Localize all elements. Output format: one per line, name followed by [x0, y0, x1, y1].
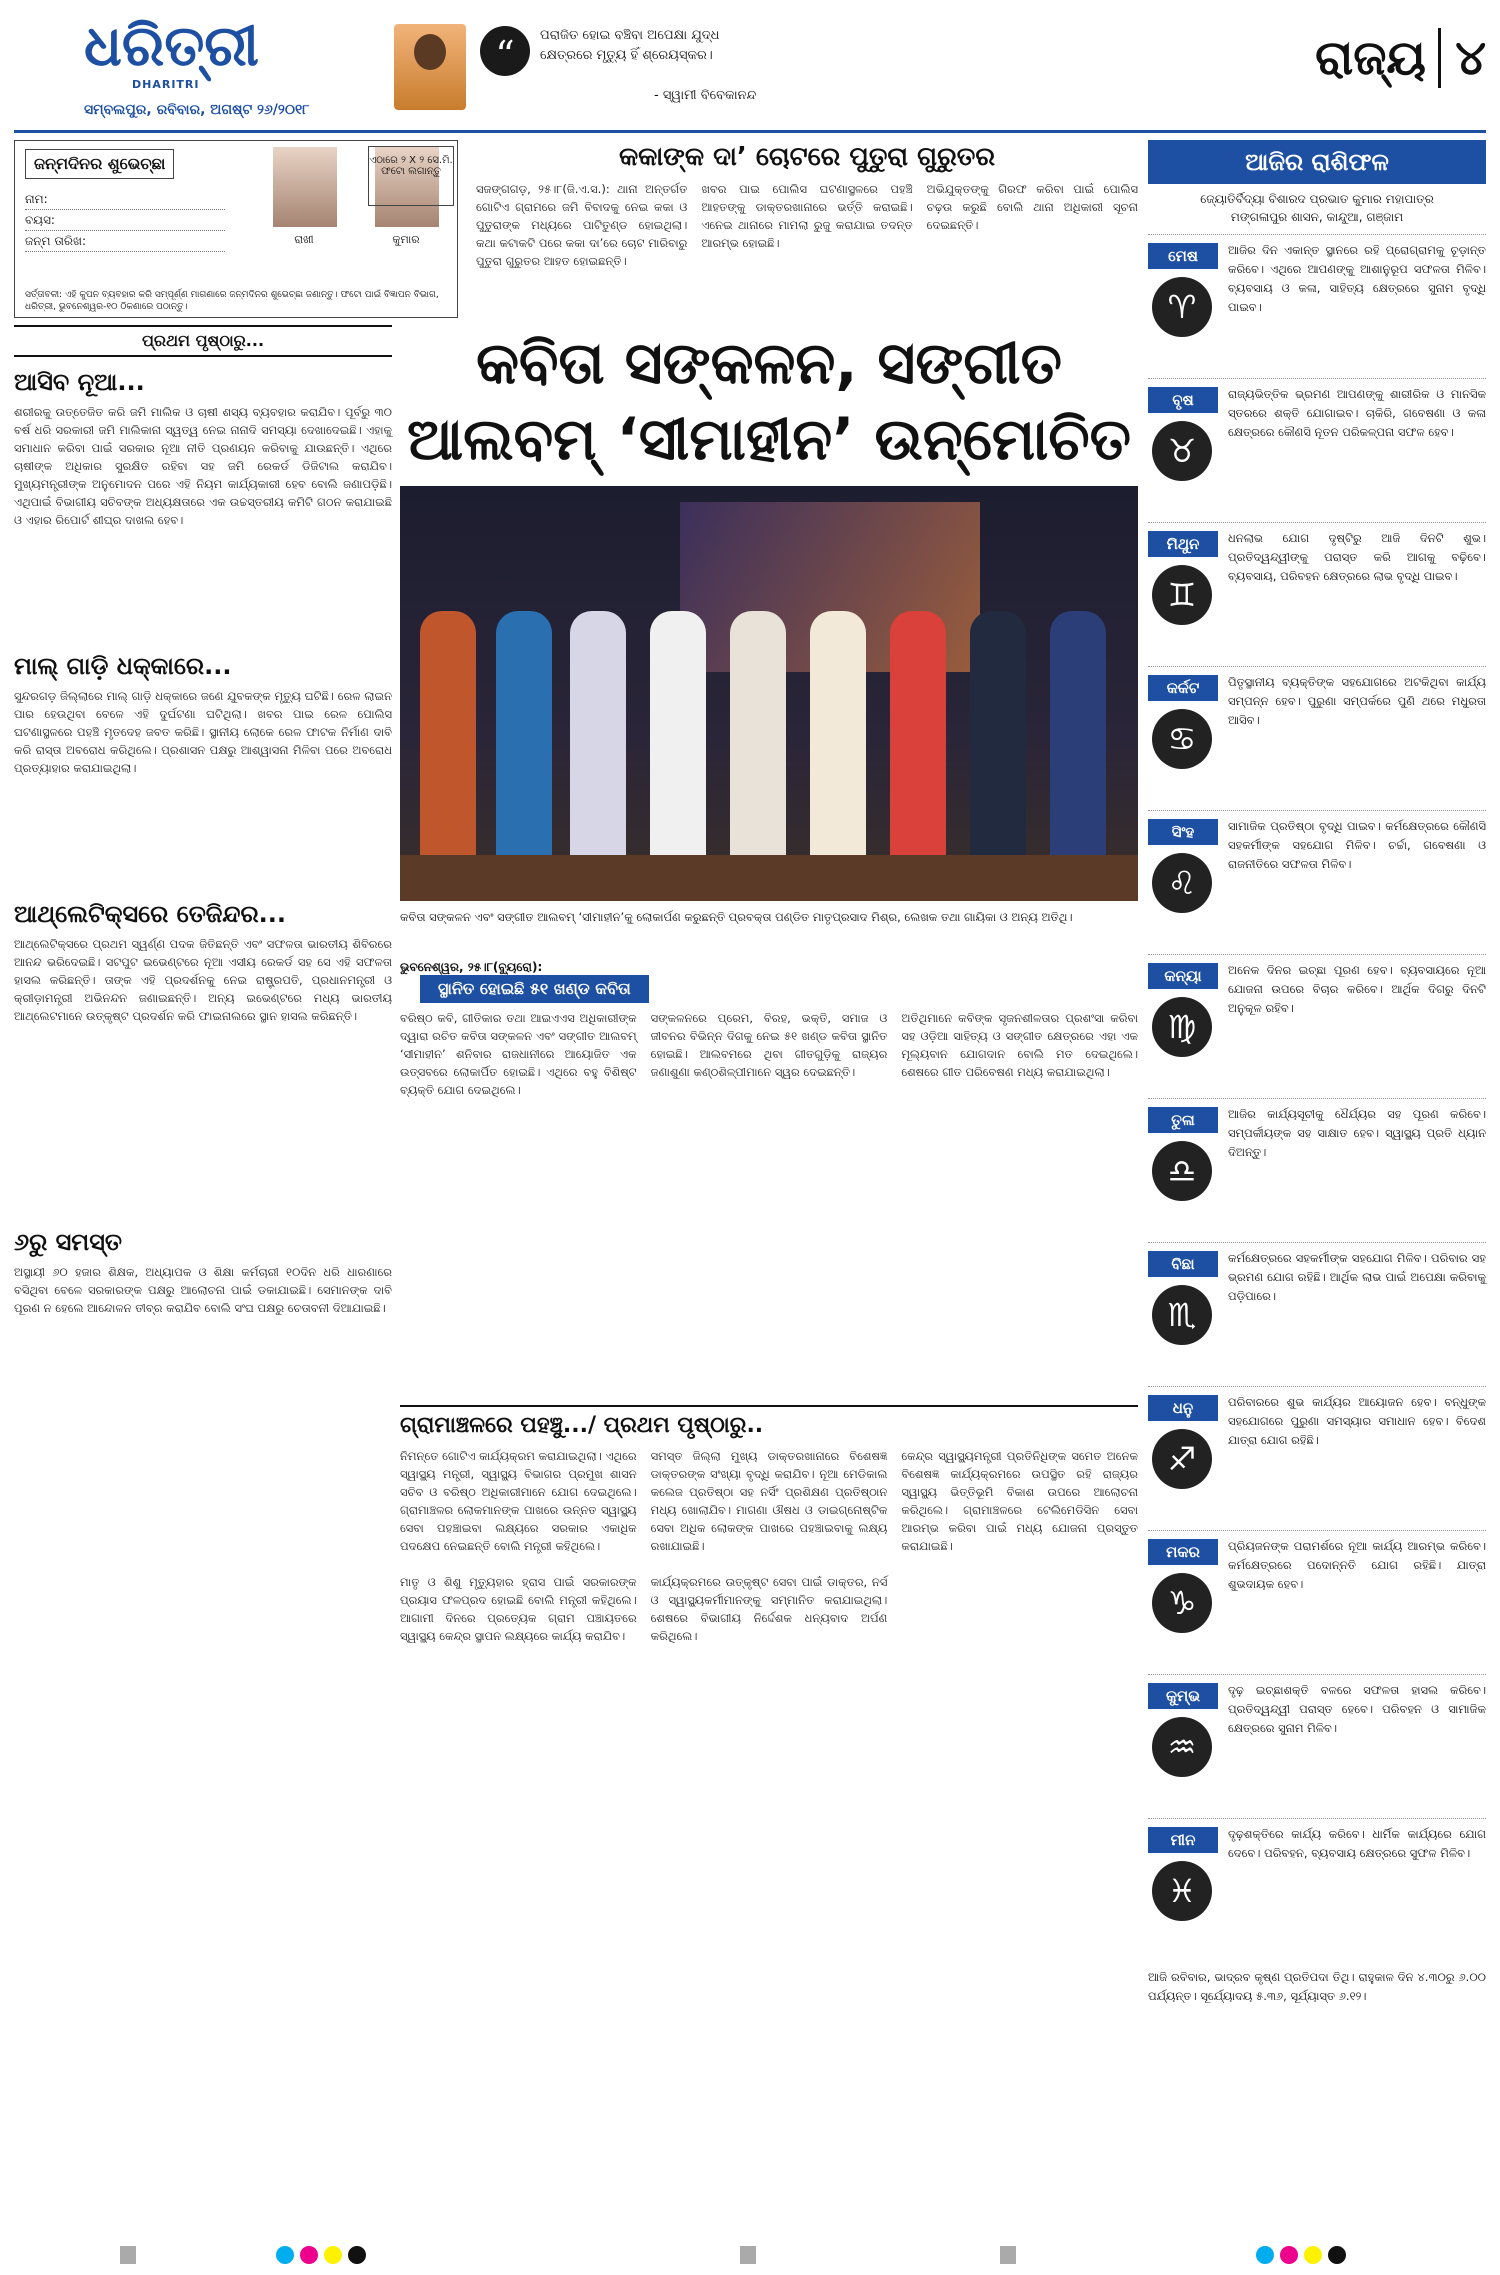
zodiac-name: କନ୍ୟା [1148, 963, 1218, 989]
virgo-icon: ♍ [1152, 997, 1212, 1057]
registration-mark [120, 2246, 136, 2264]
main-headline: କବିତା ସଙ୍କଳନ, ସଙ୍ଗୀତ ଆଲବମ୍ ‘ସୀମାହୀନ’ ଉନ୍ମୋଚିତ [406, 329, 1132, 473]
paragraph: ଅଭିଯୁକ୍ତଙ୍କୁ ଗିରଫ କରିବା ପାଇଁ ପୋଲିସ ଚଢ଼ଉ କରୁଛି ବୋଲି ଥାନା ଅଧିକାରୀ ସୂଚନା ଦେଇଛନ୍ତି। [926, 182, 1138, 232]
portrait-image [394, 24, 466, 110]
story-body: ଆଥ୍ଲେଟିକ୍ସରେ ପ୍ରଥମ ସ୍ୱର୍ଣ୍ଣ ପଦକ ଜିତିଛନ୍ତି ଏବଂ ସଫଳତା ଭାରତୀୟ ଶିବିରରେ ଆନନ୍ଦ ଭରିଦେଇଛି। ସଟପୁଟ ଇଭେଣ୍ଟରେ ନୂଆ ଏସୀୟ ରେକର୍ଡ ସହ ସେ ଏହି ସଫଳତା ହାସଲ କରିଛନ୍ତି। ତାଙ୍କ ଏହି ପ୍ରଦର୍ଶନକୁ ନେଇ ରାଷ୍ଟ୍ରପତି, ପ୍ରଧାନମନ୍ତ୍ରୀ ଓ କ୍ରୀଡ଼ାମନ୍ତ୍ରୀ ଅଭିନନ୍ଦନ ଜଣାଇଛନ୍ତି। ଅନ୍ୟ ଇଭେଣ୍ଟରେ ମଧ୍ୟ ଭାରତୀୟ ଆଥ୍ଲେଟମାନେ ଉତ୍କୃଷ୍ଟ ପ୍ରଦର୍ଶନ କରି ଫାଇନାଲରେ ସ୍ଥାନ ହାସଲ କରିଛନ୍ତି। [14, 937, 392, 1023]
birthday-terms: ସର୍ତ୍ତାବଳୀ: ଏହି କୁପନ ବ୍ୟବହାର କରି ସମ୍ପୂର୍ଣ୍ଣ ମାଗଣାରେ ଜନ୍ମଦିନର ଶୁଭେଚ୍ଛା ଜଣାନ୍ତୁ। ଫଟୋ ପାଇଁ ବିଜ୍ଞାପନ ବିଭାଗ, ଧରିତ୍ରୀ, ଭୁବନେଶ୍ୱର-୧୦ ଠିକଣାରେ ପଠାନ୍ତୁ। [25, 290, 439, 312]
paragraph: ସଙ୍କଳନରେ ପ୍ରେମ, ବିରହ, ଭକ୍ତି, ସମାଜ ଓ ଜୀବନର ବିଭିନ୍ନ ଦିଗକୁ ନେଇ ୫୧ ଖଣ୍ଡ କବିତା ସ୍ଥାନିତ ହୋଇଛି। ଆଲବମରେ ଥିବା ଗୀତଗୁଡ଼ିକୁ ରାଜ୍ୟର ଜଣାଶୁଣା କଣ୍ଠଶିଳ୍ପୀମାନେ ସ୍ୱର ଦେଇଛନ୍ତି। [650, 1011, 888, 1079]
birthday-title: ଜନ୍ମଦିନର ଶୁଭେଚ୍ଛା [25, 149, 174, 179]
registration-mark [348, 2246, 366, 2264]
story-headline: ୬ରୁ ସମସ୍ତ [14, 1228, 122, 1256]
horoscope-title: ଆଜିର ରାଶିଫଳ [1148, 140, 1486, 184]
age-field: ବୟସ: [25, 210, 225, 231]
zodiac-name: କର୍କଟ [1148, 675, 1218, 701]
zodiac-name: ମିଥୁନ [1148, 531, 1218, 557]
zodiac-prediction: ଧନଲାଭ ଯୋଗ ଦୃଷ୍ଟିରୁ ଆଜି ଦିନଟି ଶୁଭ। ପ୍ରତିଦ୍ୱନ୍ଦ୍ୱୀଙ୍କୁ ପରାସ୍ତ କରି ଆଗକୁ ବଢ଼ିବେ। ବ୍ୟବସାୟ, ପରିବହନ କ୍ଷେତ୍ରରେ ଲାଭ ବୃଦ୍ଧି ପାଇବ। [1228, 531, 1486, 583]
astrologer-name: ଜ୍ୟୋତିର୍ବିଦ୍ୟା ବିଶାରଦ ପ୍ରଭାତ କୁମାର ମହାପାତ୍ର [1200, 192, 1434, 206]
story-headline: ଆସିବ ନୂଆ... [14, 368, 145, 396]
zodiac-list [1148, 234, 1486, 1962]
stage-floor [400, 855, 1138, 901]
zodiac-name: ତୁଳା [1148, 1107, 1218, 1133]
cancer-icon: ♋ [1152, 709, 1212, 769]
paragraph: କାର୍ଯ୍ୟକ୍ରମରେ ଉତ୍କୃଷ୍ଟ ସେବା ପାଇଁ ଡାକ୍ତର, ନର୍ସ ଓ ସ୍ୱାସ୍ଥ୍ୟକର୍ମୀମାନଙ୍କୁ ସମ୍ମାନିତ କରାଯାଇଥିଲା। ଶେଷରେ ବିଭାଗୀୟ ନିର୍ଦ୍ଦେଶକ ଧନ୍ୟବାଦ ଅର୍ପଣ କରିଥିଲେ। [650, 1575, 888, 1643]
child-photo [273, 147, 337, 227]
newspaper-logo: ଧରିତ୍ରୀ [84, 13, 259, 79]
zodiac-sign [1148, 666, 1486, 810]
person-figure [496, 611, 552, 861]
main-article [400, 960, 1138, 1390]
registration-mark [1256, 2246, 1274, 2264]
gemini-icon: ♊ [1152, 565, 1212, 625]
zodiac-name: ବିଛା [1148, 1251, 1218, 1277]
quote-icon: “ [480, 26, 530, 76]
zodiac-sign [1148, 1674, 1486, 1818]
paragraph: ନିମନ୍ତେ ଗୋଟିଏ କାର୍ଯ୍ୟକ୍ରମ କରାଯାଇଥିଲା। ଏଥିରେ ସ୍ୱାସ୍ଥ୍ୟ ମନ୍ତ୍ରୀ, ସ୍ୱାସ୍ଥ୍ୟ ବିଭାଗର ପ୍ରମୁଖ ଶାସନ ସଚିବ ଓ ବରିଷ୍ଠ ଅଧିକାରୀମାନେ ଯୋଗ ଦେଇଥିଲେ। ଗ୍ରାମାଞ୍ଚଳର ଲୋକମାନଙ୍କ ପାଖରେ ଉନ୍ନତ ସ୍ୱାସ୍ଥ୍ୟ ସେବା ପହଞ୍ଚାଇବା ଲକ୍ଷ୍ୟରେ ସରକାର ଏକାଧିକ ପଦକ୍ଷେପ ନେଇଛନ୍ତି ବୋଲି ମନ୍ତ୍ରୀ କହିଥିଲେ। [400, 1449, 637, 1553]
zodiac-prediction: ଅନେକ ଦିନର ଇଚ୍ଛା ପୂରଣ ହେବ। ବ୍ୟବସାୟରେ ନୂଆ ଯୋଜନା ଉପରେ ବିଚାର କରିବେ। ଆର୍ଥିକ ଦିଗରୁ ଦିନଟି ଅନୁକୂଳ ରହିବ। [1228, 963, 1486, 1015]
horoscope-column [1148, 140, 1486, 2220]
person-figure [1050, 611, 1106, 861]
sagittarius-icon: ♐ [1152, 1429, 1212, 1489]
taurus-icon: ♉ [1152, 421, 1212, 481]
registration-mark [1328, 2246, 1346, 2264]
name-field: ନାମ: [25, 189, 225, 210]
libra-icon: ♎ [1152, 1141, 1212, 1201]
zodiac-sign [1148, 378, 1486, 522]
photo-caption: କବିତା ସଙ୍କଳନ ଏବଂ ସଙ୍ଗୀତ ଆଲବମ୍ ‘ସୀମାହୀନ’କୁ ଲୋକାର୍ପଣ କରୁଛନ୍ତି ପ୍ରବକ୍ତା ପଣ୍ଡିତ ମାତୃପ୍ରସାଦ ମିଶ୍ର, ଲେଖକ ତଥା ଗାୟିକା ଓ ଅନ୍ୟ ଅତିଥି। [400, 910, 1073, 924]
registration-mark [300, 2246, 318, 2264]
almanac-note: ଆଜି ରବିବାର, ଭାଦ୍ରବ କୃଷ୍ଣ ପ୍ରତିପଦା ତିଥି। ରାହୁକାଳ ଦିନ ୪.୩୦ରୁ ୬.୦୦ ପର୍ଯ୍ୟନ୍ତ। ସୂର୍ଯ୍ୟୋଦୟ ୫.୩୬, ସୂର୍ଯ୍ୟାସ୍ତ ୬.୧୨। [1148, 1970, 1486, 2003]
registration-mark [740, 2246, 756, 2264]
person-figure [420, 611, 476, 861]
page-number: ୪ [1438, 28, 1486, 88]
person-figure [890, 611, 946, 861]
astrologer-address: ମଙ୍ଗଳାପୁର ଶାସନ, କାନ୍ଦୁଆ, ଗଞ୍ଜାମ [1230, 210, 1404, 224]
zodiac-sign [1148, 1386, 1486, 1530]
quote-author: - ସ୍ୱାମୀ ବିବେକାନନ୍ଦ [654, 88, 757, 103]
zodiac-name: ମକର [1148, 1539, 1218, 1565]
pisces-icon: ♓ [1152, 1861, 1212, 1921]
zodiac-name: ସିଂହ [1148, 819, 1218, 845]
logo-subtitle: DHARITRI [132, 78, 200, 91]
birthday-form [25, 189, 225, 252]
child-name: ରାଖୀ [294, 233, 314, 246]
quote-text: ପରାଜିତ ହୋଇ ବଞ୍ଚିବା ଅପେକ୍ଷା ଯୁଦ୍ଧ କ୍ଷେତ୍ରରେ ମୃତ୍ୟୁ ହିଁ ଶ୍ରେୟସ୍କର। [540, 28, 720, 63]
print-registration-strip [0, 2236, 1500, 2275]
event-photo [400, 486, 1138, 901]
story-dateline: ଭୁବନେଶ୍ୱର, ୨୫।୮(ବ୍ୟୁରୋ): [400, 960, 543, 974]
paragraph: ଅତିଥିମାନେ କବିଙ୍କ ସୃଜନଶୀଳତାର ପ୍ରଶଂସା କରିବା ସହ ଓଡ଼ିଆ ସାହିତ୍ୟ ଓ ସଙ୍ଗୀତ କ୍ଷେତ୍ରରେ ଏହା ଏକ ମୂଲ୍ୟବାନ ଯୋଗଦାନ ବୋଲି ମତ ଦେଇଥିଲେ। ଶେଷରେ ଗୀତ ପରିବେଷଣ ମଧ୍ୟ କରାଯାଇଥିଲା। [901, 1011, 1138, 1079]
leo-icon: ♌ [1152, 853, 1212, 913]
zodiac-sign [1148, 1242, 1486, 1386]
story-headline: ମାଲ୍ ଗାଡ଼ି ଧକ୍କାରେ... [14, 652, 232, 680]
story-block [14, 897, 392, 1025]
zodiac-prediction: ପ୍ରିୟଜନଙ୍କ ପରାମର୍ଶରେ ନୂଆ କାର୍ଯ୍ୟ ଆରମ୍ଭ କରିବେ। କର୍ମକ୍ଷେତ୍ରରେ ପଦୋନ୍ନତି ଯୋଗ ରହିଛି। ଯାତ୍ରା ଶୁଭଦାୟକ ହେବ। [1228, 1539, 1486, 1591]
crime-story [476, 140, 1138, 318]
story-block [14, 649, 392, 777]
capricorn-icon: ♑ [1152, 1573, 1212, 1633]
zodiac-sign [1148, 522, 1486, 666]
zodiac-name: ବୃଷ [1148, 387, 1218, 413]
registration-mark [324, 2246, 342, 2264]
rural-headline: ଗ୍ରାମାଞ୍ଚଳରେ ପହଞ୍ଚୁ.../ ପ୍ରଥମ ପୃଷ୍ଠାରୁ.. [400, 1405, 1138, 1441]
zodiac-sign [1148, 234, 1486, 378]
dateline: ସମ୍ବଲପୁର, ରବିବାର, ଅଗଷ୍ଟ ୨୬/୨୦୧୮ [84, 102, 310, 118]
zodiac-sign [1148, 1818, 1486, 1962]
person-figure [570, 611, 626, 861]
story-block [14, 1225, 392, 1317]
photo-placeholder: ଏଠାରେ ୨ X ୨ ସେ.ମି. ଫଟୋ ଲଗାନ୍ତୁ [368, 146, 454, 206]
paragraph: କେନ୍ଦ୍ର ସ୍ୱାସ୍ଥ୍ୟମନ୍ତ୍ରୀ ପ୍ରତିନିଧିଙ୍କ ସମେତ ଅନେକ ବିଶେଷଜ୍ଞ କାର୍ଯ୍ୟକ୍ରମରେ ଉପସ୍ଥିତ ରହି ରାଜ୍ୟର ସ୍ୱାସ୍ଥ୍ୟ ଭିତ୍ତିଭୂମି ବିକାଶ ଉପରେ ଆଲୋଚନା କରିଥିଲେ। ଗ୍ରାମାଞ୍ଚଳରେ ଟେଲିମେଡିସିନ ସେବା ଆରମ୍ଭ କରିବା ପାଇଁ ମଧ୍ୟ ଯୋଜନା ପ୍ରସ୍ତୁତ କରାଯାଇଛି। [901, 1449, 1138, 1553]
scorpio-icon: ♏ [1152, 1285, 1212, 1345]
aquarius-icon: ♒ [1152, 1717, 1212, 1777]
paragraph: ଖବର ପାଇ ପୋଲିସ ଘଟଣାସ୍ଥଳରେ ପହଞ୍ଚି ଆହତଙ୍କୁ ଡାକ୍ତରଖାନାରେ ଭର୍ତ୍ତି କରାଇଛି। ଏନେଇ ଥାନାରେ ମାମଲା ରୁଜୁ କରାଯାଇ ତଦନ୍ତ ଆରମ୍ଭ ହୋଇଛି। [701, 182, 913, 250]
zodiac-prediction: ପିତୃସ୍ଥାନୀୟ ବ୍ୟକ୍ତିଙ୍କ ସହଯୋଗରେ ଅଟକିଥିବା କାର୍ଯ୍ୟ ସମ୍ପନ୍ନ ହେବ। ପୁରୁଣା ସମ୍ପର୍କରେ ପୁଣି ଥରେ ମଧୁରତା ଆସିବ। [1228, 675, 1486, 727]
zodiac-prediction: ଦୃଢ଼ ଇଚ୍ଛାଶକ୍ତି ବଳରେ ସଫଳତା ହାସଲ କରିବେ। ପ୍ରତିଦ୍ୱନ୍ଦ୍ୱୀ ପରାସ୍ତ ହେବେ। ପରିବହନ ଓ ସାମାଜିକ କ୍ଷେତ୍ରରେ ସୁନାମ ମିଳିବ। [1228, 1683, 1486, 1735]
registration-mark [1280, 2246, 1298, 2264]
story-subhead: ସ୍ଥାନିତ ହୋଇଛି ୫୧ ଖଣ୍ଡ କବିତା [420, 975, 649, 1003]
zodiac-prediction: ରାଜ୍ୟଭିତ୍ତିକ ଭ୍ରମଣ ଆପଣଙ୍କୁ ଶାରୀରିକ ଓ ମାନସିକ ସ୍ତରରେ ଶକ୍ତି ଯୋଗାଇବ। ଚାକିରି, ଗବେଷଣା ଓ କଳା କ୍ଷେତ୍ରରେ କୌଣସି ନୂତନ ପରିକଳ୍ପନା ସଫଳ ହେବ। [1228, 387, 1486, 439]
masthead [14, 10, 1486, 128]
top-divider [14, 130, 1486, 133]
registration-mark [1304, 2246, 1322, 2264]
person-figure [650, 611, 706, 861]
dob-field: ଜନ୍ମ ତାରିଖ: [25, 231, 225, 252]
story-block [14, 365, 392, 529]
crime-body [476, 180, 1138, 274]
article-columns [400, 1009, 1138, 1103]
paragraph: ସଜଙ୍ଗଗଡ଼, ୨୫।୮(ଜି.ଏ.ସ.): ଥାନା ଅନ୍ତର୍ଗତ ଗୋଟିଏ ଗ୍ରାମରେ ଜମି ବିବାଦକୁ ନେଇ କକା ଓ ପୁତୁରାଙ୍କ ମଧ୍ୟରେ ପାଟିତୁଣ୍ଡ ହୋଇଥିଲା। କଥା କଟାକଟି ପରେ କକା ଦା’ରେ ଚୋଟ ମାରିବାରୁ ପୁତୁରା ଗୁରୁତର ଆହତ ହୋଇଛନ୍ତି। [476, 182, 688, 268]
aries-icon: ♈ [1152, 277, 1212, 337]
child-name: କୁମାର [392, 233, 420, 246]
zodiac-sign [1148, 1098, 1486, 1242]
zodiac-name: କୁମ୍ଭ [1148, 1683, 1218, 1709]
left-column [14, 325, 392, 2225]
story-body: ଅସ୍ଥାୟୀ ୬୦ ହଜାର ଶିକ୍ଷକ, ଅଧ୍ୟାପକ ଓ ଶିକ୍ଷା କର୍ମଚାରୀ ୧୦ଦିନ ଧରି ଧାରଣାରେ ବସିଥିବା ବେଳେ ସରକାରଙ୍କ ପକ୍ଷରୁ ଆଲୋଚନା ପାଇଁ ଡକାଯାଇଛି। ସେମାନଙ୍କ ଦାବି ପୂରଣ ନ ହେଲେ ଆନ୍ଦୋଳନ ତୀବ୍ର କରାଯିବ ବୋଲି ସଂଘ ପକ୍ଷରୁ ଚେତାବନୀ ଦିଆଯାଇଛି। [14, 1265, 392, 1315]
zodiac-sign [1148, 1530, 1486, 1674]
zodiac-prediction: ସାମାଜିକ ପ୍ରତିଷ୍ଠା ବୃଦ୍ଧି ପାଇବ। କର୍ମକ୍ଷେତ୍ରରେ କୌଣସି ସହକର୍ମୀଙ୍କ ସହଯୋଗ ମିଳିବ। ଚର୍ଚ୍ଚା, ଗବେଷଣା ଓ ରାଜନୀତିରେ ସଫଳତା ମିଳିବ। [1228, 819, 1486, 871]
zodiac-prediction: ଆଜିର କାର୍ଯ୍ୟସୂଚୀକୁ ଧୈର୍ଯ୍ୟର ସହ ପୂରଣ କରିବେ। ସମ୍ପର୍କୀୟଙ୍କ ସହ ସାକ୍ଷାତ ହେବ। ସ୍ୱାସ୍ଥ୍ୟ ପ୍ରତି ଧ୍ୟାନ ଦିଅନ୍ତୁ। [1228, 1107, 1486, 1159]
registration-mark [276, 2246, 294, 2264]
horoscope-byline [1148, 190, 1486, 226]
paragraph: ସମସ୍ତ ଜିଲ୍ଲା ମୁଖ୍ୟ ଡାକ୍ତରଖାନାରେ ବିଶେଷଜ୍ଞ ଡାକ୍ତରଙ୍କ ସଂଖ୍ୟା ବୃଦ୍ଧି କରାଯିବ। ନୂଆ ମେଡିକାଲ କଲେଜ ପ୍ରତିଷ୍ଠା ସହ ନର୍ସିଂ ପ୍ରଶିକ୍ଷଣ ପ୍ରତିଷ୍ଠାନ ମଧ୍ୟ ଖୋଲାଯିବ। ମାଗଣା ଔଷଧ ଓ ଡାଇଗ୍ନୋଷ୍ଟିକ ସେବା ଅଧିକ ଲୋକଙ୍କ ପାଖରେ ପହଞ୍ଚାଇବାକୁ ଲକ୍ଷ୍ୟ ରଖାଯାଇଛି। [650, 1449, 888, 1553]
story-body: ସୁନ୍ଦରଗଡ଼ ଜିଲ୍ଲାରେ ମାଲ୍ ଗାଡ଼ି ଧକ୍କାରେ ଜଣେ ଯୁବକଙ୍କ ମୃତ୍ୟୁ ଘଟିଛି। ରେଳ ଲାଇନ ପାର ହେଉଥିବା ବେଳେ ଏହି ଦୁର୍ଘଟଣା ଘଟିଥିଲା। ଖବର ପାଇ ରେଳ ପୋଲିସ ଘଟଣାସ୍ଥଳରେ ପହଞ୍ଚି ମୃତଦେହ ଜବତ କରିଛି। ସ୍ଥାନୀୟ ଲୋକେ ରେଳ ଫାଟକ ନିର୍ମାଣ ଦାବି କରି ରାସ୍ତା ଅବରୋଧ କରିଥିଲେ। ପ୍ରଶାସନ ପକ୍ଷରୁ ଆଶ୍ୱାସନା ମିଳିବା ପରେ ଅବରୋଧ ପ୍ରତ୍ୟାହାର କରାଯାଇଥିଲା। [14, 689, 392, 775]
zodiac-prediction: ଦୃଢ଼ଶକ୍ତିରେ କାର୍ଯ୍ୟ କରିବେ। ଧାର୍ମିକ କାର୍ଯ୍ୟରେ ଯୋଗ ଦେବେ। ପରିବହନ, ବ୍ୟବସାୟ କ୍ଷେତ୍ରରେ ସୁଫଳ ମିଳିବ। [1228, 1827, 1486, 1860]
zodiac-name: ମୀନ [1148, 1827, 1218, 1853]
rural-columns [400, 1447, 1138, 1649]
zodiac-sign [1148, 810, 1486, 954]
rural-story [400, 1405, 1138, 2225]
registration-mark [1000, 2246, 1016, 2264]
zodiac-sign [1148, 954, 1486, 1098]
zodiac-name: ମେଷ [1148, 243, 1218, 269]
crime-headline: କକାଙ୍କ ଦା’ ଚୋଟରେ ପୁତୁରା ଗୁରୁତର [618, 142, 996, 172]
zodiac-prediction: କର୍ମକ୍ଷେତ୍ରରେ ସହକର୍ମୀଙ୍କ ସହଯୋଗ ମିଳିବ। ପରିବାର ସହ ଭ୍ରମଣ ଯୋଗ ରହିଛି। ଆର୍ଥିକ ଲାଭ ପାଇଁ ଅପେକ୍ଷା କରିବାକୁ ପଡ଼ିପାରେ। [1228, 1251, 1486, 1303]
zodiac-name: ଧନୁ [1148, 1395, 1218, 1421]
person-figure [730, 611, 786, 861]
story-body: ଶରୀରକୁ ଉତ୍ତେଜିତ କରି ଜମି ମାଲିକ ଓ ଚାଷୀ ଶସ୍ୟ ବ୍ୟବହାର କରାଯିବ। ପୂର୍ବରୁ ୩୦ ବର୍ଷ ଧରି ସରକାରୀ ଜମି ମାଲିକାନା ସ୍ୱତ୍ୱ ନେଇ ନାନାଦି ସମସ୍ୟା ଦେଖାଦେଇଛି। ଏହାକୁ ସମାଧାନ କରିବା ପାଇଁ ସରକାର ନୂଆ ନୀତି ପ୍ରଣୟନ କରିବାକୁ ଯାଉଛନ୍ତି। ଏଥିରେ ଚାଷୀଙ୍କ ଅଧିକାର ସୁରକ୍ଷିତ ରହିବା ସହ ଜମି ରେକର୍ଡ ଡିଜିଟାଲ କରାଯିବ। ମୁଖ୍ୟମନ୍ତ୍ରୀଙ୍କ ଅନୁମୋଦନ ପରେ ଏହି ନିୟମ କାର୍ଯ୍ୟକାରୀ ହେବ ବୋଲି ଜଣାପଡ଼ିଛି। ଏଥିପାଇଁ ବିଭାଗୀୟ ସଚିବଙ୍କ ଅଧ୍ୟକ୍ଷତାରେ ଏକ ଉଚ୍ଚସ୍ତରୀୟ କମିଟି ଗଠନ କରାଯାଇଛି ଓ ଏହାର ରିପୋର୍ଟ ଶୀଘ୍ର ଦାଖଲ ହେବ। [14, 405, 392, 527]
person-figure [970, 611, 1026, 861]
paragraph: ବରିଷ୍ଠ କବି, ଗୀତିକାର ତଥା ଆଇଏଏସ ଅଧିକାରୀଙ୍କ ଦ୍ୱାରା ରଚିତ କବିତା ସଙ୍କଳନ ଏବଂ ସଙ୍ଗୀତ ଆଲବମ୍ ‘ସୀମାହୀନ’ ଶନିବାର ରାଜଧାନୀରେ ଆୟୋଜିତ ଏକ ଉତ୍ସବରେ ଲୋକାର୍ପିତ ହୋଇଛି। ଏଥିରେ ବହୁ ବିଶିଷ୍ଟ ବ୍ୟକ୍ତି ଯୋଗ ଦେଇଥିଲେ। [400, 1011, 637, 1097]
zodiac-prediction: ଆଜିର ଦିନ ଏକାନ୍ତ ସ୍ଥାନରେ ରହି ପ୍ରୋଗ୍ରାମକୁ ଚୂଡ଼ାନ୍ତ କରିବେ। ଏଥିରେ ଆପଣଙ୍କୁ ଆଶାନୁରୂପ ସଫଳତା ମିଳିବ। ବ୍ୟବସାୟ ଓ କଳା, ସାହିତ୍ୟ କ୍ଷେତ୍ରରେ ସୁନାମ ବୃଦ୍ଧି ପାଇବ। [1228, 243, 1486, 314]
paragraph: ମାତୃ ଓ ଶିଶୁ ମୃତ୍ୟୁହାର ହ୍ରାସ ପାଇଁ ସରକାରଙ୍କ ପ୍ରୟାସ ଫଳପ୍ରଦ ହୋଇଛି ବୋଲି ମନ୍ତ୍ରୀ କହିଥିଲେ। ଆଗାମୀ ଦିନରେ ପ୍ରତ୍ୟେକ ଗ୍ରାମ ପଞ୍ଚାୟତରେ ସ୍ୱାସ୍ଥ୍ୟ କେନ୍ଦ୍ର ସ୍ଥାପନ ଲକ୍ଷ୍ୟରେ କାର୍ଯ୍ୟ କରାଯିବ। [400, 1575, 637, 1643]
story-headline: ଆଥ୍ଲେଟିକ୍ସରେ ତେଜିନ୍ଦର... [14, 900, 287, 928]
zodiac-prediction: ପରିବାରରେ ଶୁଭ କାର୍ଯ୍ୟର ଆୟୋଜନ ହେବ। ବନ୍ଧୁଙ୍କ ସହଯୋଗରେ ପୁରୁଣା ସମସ୍ୟାର ସମାଧାନ ହେବ। ବିଦେଶ ଯାତ୍ରା ଯୋଗ ରହିଛି। [1228, 1395, 1486, 1447]
person-figure [810, 611, 866, 861]
continued-kicker: ପ୍ରଥମ ପୃଷ୍ଠାରୁ... [14, 325, 392, 357]
section-title: ରାଜ୍ୟ [1315, 30, 1426, 86]
